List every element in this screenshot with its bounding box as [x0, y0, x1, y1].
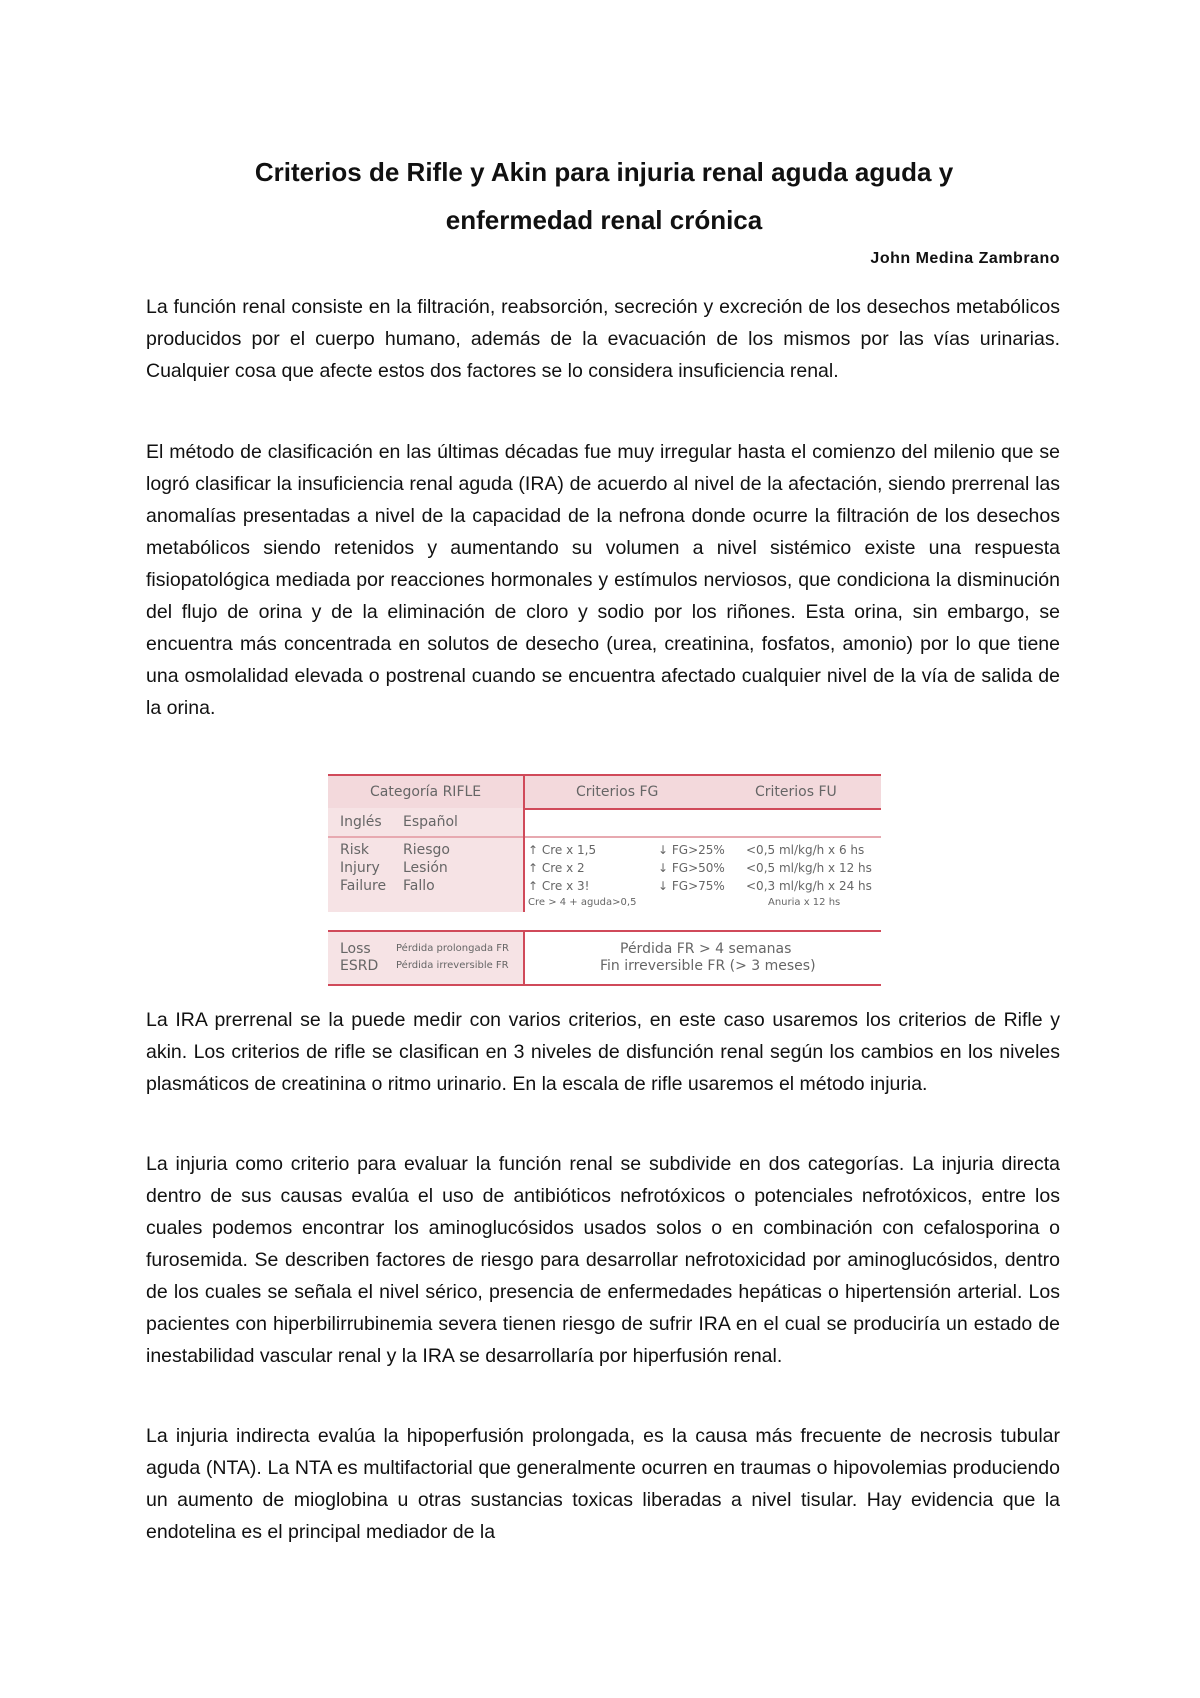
- header-category: Categoría RIFLE: [370, 784, 482, 800]
- row-extra-uo: Anuria x 12 hs: [768, 897, 841, 908]
- paragraph-classification-method: El método de clasificación en las últimas décadas fue muy irregular hasta el comienzo del milenio que se logró clasificar la insuficiencia renal aguda (IRA) de acuerdo al nivel de la afectación, siendo prerrenal las anomalías presentadas a nivel de la capacidad de la nefrona donde ocurre la filtración de los desechos metabólicos siendo retenidos y aumentando su volumen a nivel sistémico existe una respuesta fisiopatológica mediada por reacciones hormonales y estímulos nerviosos, que condiciona la disminución del flujo de orina y de la eliminación de cloro y sodio por los riñones. Esta orina, sin embargo, se encuentra más concentrada en solutos de desecho (urea, creatinina, fosfatos, amonio) por lo que tiene una osmolalidad elevada o postrenal cuando se encuentra afectado cualquier nivel de la vía de salida de la orina.: [146, 441, 1060, 719]
- row-injury-uo: <0,5 ml/kg/h x 12 hs: [746, 861, 872, 875]
- outcome-esrd-es: Pérdida irreversible FR: [396, 960, 509, 971]
- subheader-spanish: Español: [403, 814, 458, 830]
- document-title: [146, 148, 1062, 244]
- row-injury-en: Injury: [340, 860, 380, 876]
- row-extra-creatinine: Cre > 4 + aguda>0,5: [528, 897, 637, 908]
- row-injury-es: Lesión: [403, 860, 448, 876]
- row-risk-uo: <0,5 ml/kg/h x 6 hs: [746, 843, 865, 857]
- subheader-divider: [328, 836, 881, 838]
- row-failure-es: Fallo: [403, 878, 435, 894]
- title-line-1: Criterios de Rifle y Akin para injuria renal aguda aguda y: [254, 157, 954, 187]
- paragraph-indirect-injury: La injuria indirecta evalúa la hipoperfusión prolongada, es la causa más frecuente de necrosis tubular aguda (NTA). La NTA es multifactorial que generalmente ocurren en traumas o hipovolemias produciendo un aumento de mioglobina u otras sustancias toxicas liberadas a nivel tisular. Hay evidencia que la endotelina es el principal mediador de la: [146, 1425, 1060, 1543]
- paragraph-renal-function: La función renal consiste en la filtración, reabsorción, secreción y excreción de los desechos metabólicos producidos por el cuerpo humano, además de la evacuación de los mismos por las vías urinarias. Cualquier cosa que afecte estos dos factores se lo considera insuficiencia renal.: [146, 296, 1060, 382]
- row-risk-creatinine: ↑ Cre x 1,5: [528, 843, 597, 857]
- author-name: John Medina Zambrano: [870, 250, 1060, 267]
- header-gfr-criteria: Criterios FG: [576, 784, 659, 800]
- row-failure-uo: <0,3 ml/kg/h x 24 hs: [746, 879, 872, 893]
- row-risk-es: Riesgo: [403, 842, 450, 858]
- row-failure-en: Failure: [340, 878, 387, 894]
- title-line-2: enfermedad renal crónica: [445, 205, 763, 235]
- outcome-esrd-en: ESRD: [340, 958, 379, 974]
- outcome-loss-es: Pérdida prolongada FR: [396, 943, 509, 954]
- outcome-esrd-criteria: Fin irreversible FR (> 3 meses): [600, 958, 816, 974]
- row-risk-en: Risk: [340, 842, 370, 858]
- row-failure-gfr: ↓ FG>75%: [658, 879, 725, 893]
- rifle-outcomes-block: [328, 930, 881, 986]
- row-injury-gfr: ↓ FG>50%: [658, 861, 725, 875]
- rifle-criteria-table: [328, 774, 881, 984]
- row-risk-gfr: ↓ FG>25%: [658, 843, 725, 857]
- outcome-loss-criteria: Pérdida FR > 4 semanas: [620, 941, 792, 957]
- row-injury-creatinine: ↑ Cre x 2: [528, 861, 585, 875]
- subheader-english: Inglés: [340, 814, 382, 830]
- column-divider: [523, 774, 525, 912]
- paragraph-direct-injury: La injuria como criterio para evaluar la función renal se subdivide en dos categorías. La injuria directa dentro de sus causas evalúa el uso de antibióticos nefrotóxicos o potenciales nefrotóxicos, entre los cuales podemos encontrar los aminoglucósidos usados solos o en combinación con cefalosporina o furosemida. Se describen factores de riesgo para desarrollar nefrotoxicidad por aminoglucósidos, dentro de los cuales se señala el nivel sérico, presencia de enfermedades hepáticas o hipertensión arterial. Los pacientes con hiperbilirrubinemia severa tienen riesgo de sufrir IRA en el cual se produciría un estado de inestabilidad vascular renal y la IRA se desarrollaría por hiperfusión renal.: [146, 1153, 1060, 1367]
- row-failure-creatinine: ↑ Cre x 3!: [528, 879, 590, 893]
- paragraph-rifle-akin: La IRA prerrenal se la puede medir con varios criterios, en este caso usaremos los criterios de Rifle y akin. Los criterios de rifle se clasifican en 3 niveles de disfunción renal según los cambios en los niveles plasmáticos de creatinina o ritmo urinario. En la escala de rifle usaremos el método injuria.: [146, 1009, 1060, 1095]
- outcomes-column-divider: [523, 932, 525, 984]
- outcome-loss-en: Loss: [340, 941, 371, 957]
- rifle-table-header: [328, 774, 881, 810]
- header-uo-criteria: Criterios FU: [755, 784, 837, 800]
